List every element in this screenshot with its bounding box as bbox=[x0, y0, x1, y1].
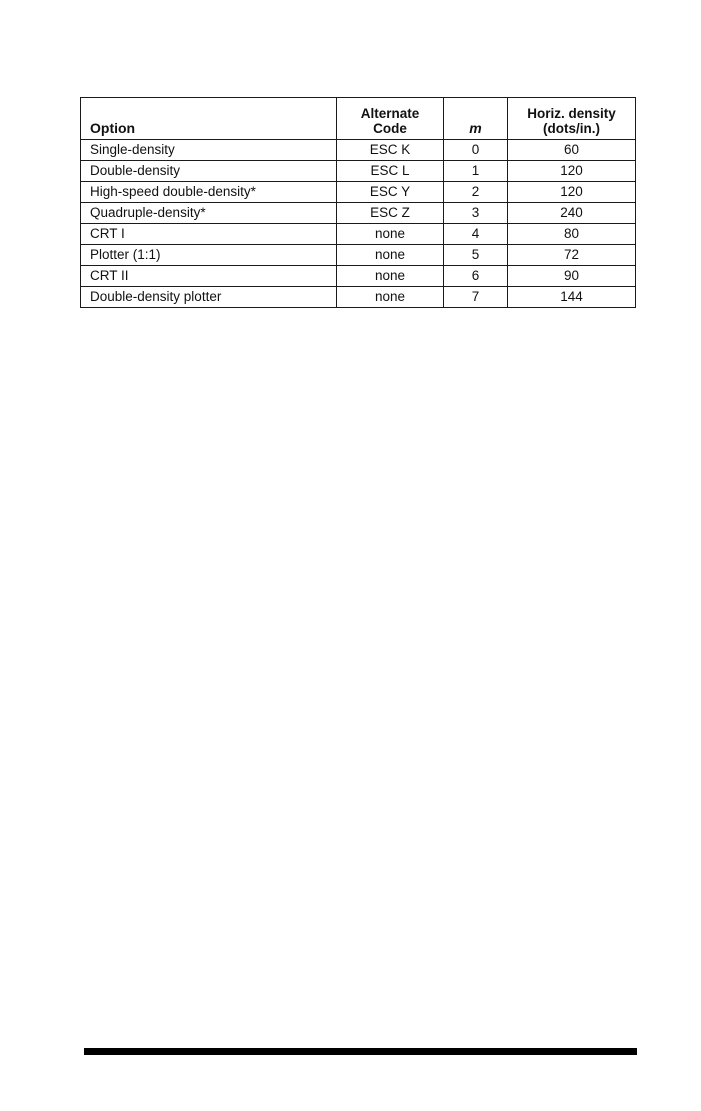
cell-m: 3 bbox=[444, 203, 508, 224]
cell-density: 72 bbox=[508, 245, 636, 266]
cell-m: 2 bbox=[444, 182, 508, 203]
table-row bbox=[81, 266, 636, 287]
cell-code: none bbox=[337, 266, 444, 287]
cell-m: 4 bbox=[444, 224, 508, 245]
header-m: m bbox=[444, 98, 508, 140]
cell-m: 7 bbox=[444, 287, 508, 308]
table-row bbox=[81, 245, 636, 266]
cell-option: Quadruple-density* bbox=[81, 203, 337, 224]
cell-option: Double-density bbox=[81, 161, 337, 182]
cell-density: 80 bbox=[508, 224, 636, 245]
cell-density: 240 bbox=[508, 203, 636, 224]
cell-density: 120 bbox=[508, 161, 636, 182]
header-density-line2: (dots/in.) bbox=[543, 121, 600, 136]
table-row bbox=[81, 140, 636, 161]
table-row bbox=[81, 161, 636, 182]
header-alternate-code bbox=[337, 98, 444, 140]
cell-density: 90 bbox=[508, 266, 636, 287]
cell-density: 120 bbox=[508, 182, 636, 203]
cell-option: CRT I bbox=[81, 224, 337, 245]
header-row bbox=[81, 98, 636, 140]
cell-code: none bbox=[337, 287, 444, 308]
footer-rule bbox=[84, 1048, 637, 1055]
cell-code: ESC L bbox=[337, 161, 444, 182]
cell-option: Single-density bbox=[81, 140, 337, 161]
cell-option: High-speed double-density* bbox=[81, 182, 337, 203]
cell-code: none bbox=[337, 245, 444, 266]
cell-m: 6 bbox=[444, 266, 508, 287]
cell-option: CRT II bbox=[81, 266, 337, 287]
cell-option: Double-density plotter bbox=[81, 287, 337, 308]
table-row bbox=[81, 203, 636, 224]
table-body bbox=[81, 140, 636, 308]
header-code-line2: Code bbox=[373, 121, 407, 136]
cell-density: 144 bbox=[508, 287, 636, 308]
table-row bbox=[81, 182, 636, 203]
table-row bbox=[81, 287, 636, 308]
header-density-line1: Horiz. density bbox=[527, 106, 616, 121]
cell-code: ESC Z bbox=[337, 203, 444, 224]
header-option: Option bbox=[81, 98, 337, 140]
header-horiz-density bbox=[508, 98, 636, 140]
cell-m: 1 bbox=[444, 161, 508, 182]
cell-option: Plotter (1:1) bbox=[81, 245, 337, 266]
cell-m: 0 bbox=[444, 140, 508, 161]
graphics-density-table bbox=[80, 97, 636, 308]
table-row bbox=[81, 224, 636, 245]
cell-code: ESC K bbox=[337, 140, 444, 161]
cell-m: 5 bbox=[444, 245, 508, 266]
cell-code: none bbox=[337, 224, 444, 245]
cell-code: ESC Y bbox=[337, 182, 444, 203]
cell-density: 60 bbox=[508, 140, 636, 161]
table-header bbox=[81, 98, 636, 140]
header-code-line1: Alternate bbox=[360, 106, 420, 121]
